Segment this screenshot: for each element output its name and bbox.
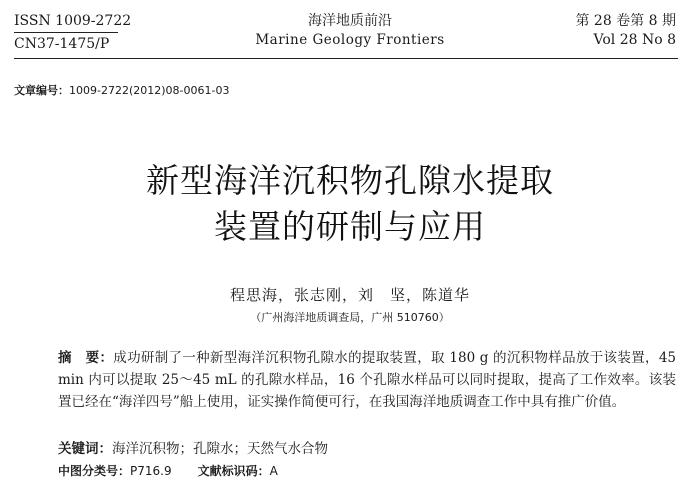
keywords (58, 439, 328, 459)
abstract-text: 成功研制了一种新型海洋沉积物孔隙水的提取装置，取 180 g 的沉积物样品放于该装置，45 min 内可以提取 25～45 mL 的孔隙水样品，16 个孔隙水样品可以同时提取，提高了工作效率。该装置已经在“海洋四号”船上使用，证实操作简便可行，在我国海洋地质调查工作中具有推广价值。 (58, 350, 676, 410)
abstract-label: 摘 要： (58, 350, 114, 366)
doc-code-value: A (269, 464, 278, 478)
volume-block (575, 12, 676, 50)
affiliation: （广州海洋地质调查局，广州 510760） (250, 311, 450, 324)
clc-label: 中图分类号： (58, 464, 131, 478)
title-line-1: 新型海洋沉积物孔隙水提取 (146, 161, 554, 200)
volume-en: Vol 28 No 8 (593, 32, 676, 48)
journal-name-en: Marine Geology Frontiers (255, 32, 445, 48)
journal-name-cn: 海洋地质前沿 (308, 13, 392, 29)
keywords-text: 海洋沉积物；孔隙水；天然气水合物 (112, 441, 328, 457)
abstract (58, 347, 676, 413)
issn: ISSN 1009-2722 (14, 13, 132, 29)
cn-number: CN37-1475/P (14, 36, 110, 52)
title-line-2: 装置的研制与应用 (214, 207, 486, 246)
doc-code-label: 文献标识码： (197, 464, 270, 478)
classification (58, 462, 278, 480)
article-number-value: 1009-2722(2012)08-0061-03 (69, 84, 230, 97)
article-number (14, 82, 229, 98)
authors: 程思海，张志刚，刘 坚，陈道华 (229, 286, 470, 304)
volume-cn: 第 28 卷第 8 期 (575, 13, 676, 29)
keywords-label: 关键词： (58, 441, 112, 457)
paper-title (0, 158, 700, 250)
clc-value: P716.9 (130, 464, 172, 478)
header-rule (14, 58, 678, 59)
article-number-label: 文章编号： (14, 84, 69, 97)
